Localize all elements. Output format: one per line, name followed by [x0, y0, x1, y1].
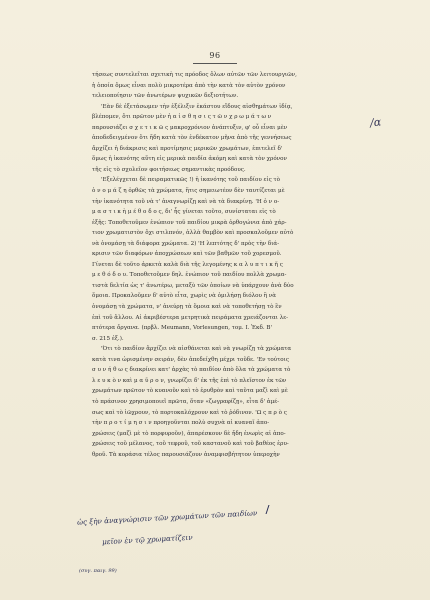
text-line: σ. 215 ἑξ.). — [92, 335, 124, 342]
text-line: τελειοποίησιν τῶν ἀνωτέρων ψυχικῶν δεξιοτήτων. — [92, 93, 239, 100]
handwritten-note-line-2: μεῖον ἐν τῷ χρωματίζειν — [101, 532, 193, 547]
text-line: χρώσεις (μαζὶ μὲ τὸ πορφυροῦν), ἀπαρέσκουν δὲ ἤδη ἐνωρὶς αἱ ἀπο- — [92, 430, 286, 437]
text-line: παρουσιάζει σ χ ε τ ι κ ῶ ς μακροχρόνιον ἀνάπτυξιν, φ' οὗ εἶναι μὲν — [92, 124, 288, 131]
text-line: 'Ότι τὸ παιδίον ἄρχίζει νὰ αἰσθάνεται καὶ νὰ γνωρίζῃ τὰ χρώματα — [101, 346, 292, 353]
text-line: ὀ ν ο μ ά ζ η ὀρθῶς τὰ χρώματα, ἥτις σημειωτέον δὲν ταυτίζεται μὲ — [92, 188, 285, 195]
text-line: λ ε υ κ ὸ ν καὶ μ α ῦ ρ ο ν, γνωρίζει δ' ἐκ τῆς ἐπὶ τὸ πλεῖστον ἐκ τῶν — [92, 377, 287, 384]
text-line: τιον χρωματιστὸν ὄχι στιλπνόν, ἀλλὰ θαμβὸν καὶ προσκαλοῦμεν αὐτὸ — [92, 230, 294, 237]
page-number: 96 — [209, 51, 221, 60]
text-line: ἄρχίζει ἡ διάκρισις καὶ προτίμησις μερικῶν χρωμάτων, ἐπιτελεῖ δ' — [92, 145, 283, 152]
text-line: χρωμάτων πρῶτον τὸ κυανοῦν καὶ τὸ ἐρυθρὸν καὶ ταῦτα μαζὶ καὶ μὲ — [92, 388, 288, 395]
text-line: τὴν ἱκανότητα τοῦ νὰ τ' ἀναγνωρίζῃ καὶ νὰ τὰ διακρίνῃ. 'Η ὀ ν ο- — [92, 198, 280, 205]
text-line: σως καὶ τὸ ἰῶχρουν, τὸ πορτοκαλόχρουν καὶ τὸ ῥόδινον. 'Ω ς π ρ ὸ ς — [92, 409, 287, 416]
text-line: κατὰ τινα ὡρισμένην σειράν, δὲν ἀπεδείχθη μέχρι τοῦδε. 'Εν τούτοις — [92, 356, 289, 363]
text-line: ὀνομάσῃ τὰ χρώματα, ν' ἀνεύρῃ τὰ ὅμοια καὶ νὰ τοποθετήσῃ τὸ ἓν — [92, 304, 282, 311]
text-line: 'Εὰν δὲ ἐξετάσωμεν τὴν ἐξέλιξιν ἑκάστου εἴδους αἰσθημάτων ἰδίᾳ, — [101, 103, 293, 110]
text-line: τήσεως συντελεῖται σχετικὴ τις πρόοδος ὅλων αὐτῶν τῶν λειτουργιῶν, — [92, 72, 297, 78]
margin-annotation: /α — [369, 115, 382, 130]
body-text — [92, 70, 348, 460]
text-line: ἑξῆς: Τοποθετοῦμεν ἐνώπιον τοῦ παιδίου μικρὰ ὀρθογώνια ἀπὸ χάρ- — [92, 219, 287, 226]
text-line: σ υ ν ή θ ω ς διακρίνει κατ' ἀρχὰς τὸ παιδίον ἀπὸ ὅλα τὰ χρώματα τὸ — [92, 367, 291, 374]
text-line: βλέπομεν, ὅτι πρῶτον μὲν ἡ α ἰ σ θ η σ ι ς τ ῶ ν χ ρ ω μ ά τ ω ν — [92, 114, 272, 121]
text-line: ὅμοια. Προκαλοῦμεν δ' αὐτὸ εἶτα, χωρὶς νὰ ὁμιλήσῃ διόλου ἢ νὰ — [92, 293, 277, 300]
text-line: μ ε θ ό δ ο υ. Τοποθετοῦμεν δηλ. ἐνώπιον τοῦ παιδίου πολλὰ χρωμα- — [92, 272, 287, 279]
text-line: πτότερα ὄργανα. (πρβλ. Meumann, Vorlesungen, τομ. Ι. Ἐκδ. Β' — [92, 325, 273, 332]
text-line: κρισιν τῶν διαφόρων ἀποχρώσεων καὶ τῶν βαθμῶν τοῦ χορεσμοῦ. — [92, 251, 282, 258]
text-line: θροῦ. Τὰ κοράσια τέλος παρουσιάζουν ἀναμφισβήτητον ὑπεροχὴν — [92, 451, 280, 458]
text-line: τιστὰ δελτία ὡς τ' ἀνωτέρω, μεταξὺ τῶν ὁποίων νὰ ὑπάρχουν ἀνὰ δύο — [92, 282, 294, 289]
text-line: τὴν π ρ ο τ ί μ η σ ι ν προηγοῦνται πολὺ συχνὰ αἱ κυαναῖ ἀπο- — [92, 420, 270, 427]
text-line: νὰ ὀνομάσῃ τὰ διάφορα χρώματα. 2) 'Η λεπτότης δ' πρὸς τὴν διά- — [92, 240, 280, 247]
text-line: τῆς εἰς τὸ σχολεῖον φοιτήσεως σημαντικὰς προόδους. — [92, 166, 246, 173]
text-line: 'Εξελέγχεται δὲ πειραματικῶς !) ἡ ἱκανότης τοῦ παιδίου εἰς τὸ — [101, 177, 280, 184]
text-line: ἐπὶ τοῦ ἄλλου. Αἱ ἀκριβέστερα μετρητικὰ πειράματα χρειάζονται λε- — [92, 314, 289, 321]
text-line: ὅμως ἡ ἱκανότης αὕτη εἰς μερικὰ παιδία ἀκόμη καὶ κατὰ τὸν χρόνον — [92, 156, 287, 163]
text-line: μ α σ τ ι κ ὴ μ έ θ ο δ ο ς, δι' ἧς γίνεται τοῦτο, συνίσταται εἰς τὸ — [92, 209, 276, 216]
text-line: ἀποδεδειγμένον ὅτι ἤδη κατὰ τὸν ἐνδέκατον μῆνα ἀπὸ τῆς γεννήσεως — [92, 135, 292, 142]
text-line: τὸ πράσινον χρησιμοποιεῖ πρῶτα, ὅταν «ζωγραφίζῃ», εἶτα δ' ἀμέ- — [92, 398, 279, 405]
text-line: χρώσεις τοῦ μέλανος, τοῦ τεφροῦ, τοῦ καστανοῦ καὶ τοῦ βαθέος ἐρυ- — [92, 441, 289, 448]
text-line: Γίνεται δὲ τοῦτο ἀρκετὰ καλὰ διὰ τῆς λεγομένης κ α λ υ π τ ι κ ῆ ς — [92, 261, 283, 268]
handwritten-reference: (συγ. παιγ. 99) — [79, 568, 117, 574]
handwritten-note-line-1: ὡς ξὴν ἀναγνώρισιν τῶν χρωμάτων τῶν παιδίων — [76, 508, 258, 527]
page-number-rule — [193, 63, 237, 64]
handwritten-insertion-mark — [266, 505, 358, 514]
text-line: ἡ ὁποία ὅμως εἶναι πολὺ μικροτέρα ἀπὸ τὴν κατὰ τὸν αὐτὸν χρόνον — [92, 82, 286, 89]
